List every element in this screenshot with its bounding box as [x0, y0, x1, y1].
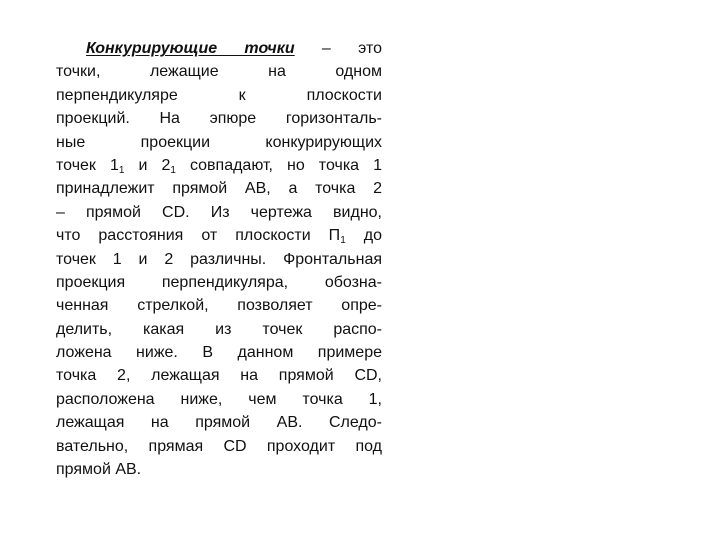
term-konkuriruyushchie-tochki: Конкурирующие точки	[86, 40, 295, 57]
paragraph-line: делить, какая из точек распо-	[56, 320, 382, 338]
paragraph-line: лежащая на прямой АВ. Следо-	[56, 414, 382, 432]
paragraph-line: – прямой CD. Из чертежа видно,	[56, 203, 382, 221]
subscript: 1	[118, 164, 125, 176]
paragraph-line: точек 1 и 2 различны. Фронтальная	[56, 250, 382, 268]
line-text: – это	[294, 40, 382, 57]
paragraph-line: проекций. На эпюре горизонталь-	[56, 110, 382, 128]
paragraph-line: принадлежит прямой АВ, а точка 2	[56, 180, 382, 198]
paragraph-line: вательно, прямая CD проходит под	[56, 437, 382, 455]
paragraph-line: расположена ниже, чем точка 1,	[56, 390, 382, 408]
subscript: 1	[170, 164, 176, 176]
definition-paragraph	[56, 37, 382, 481]
paragraph-line: перпендикуляре к плоскости	[56, 86, 382, 104]
paragraph-line: точка 2, лежащая на прямой CD,	[56, 367, 382, 385]
paragraph-line: ложена ниже. В данном примере	[56, 344, 382, 362]
line-text: что расстояния от плоскости П	[56, 227, 341, 245]
paragraph-line: прямой АВ.	[56, 461, 142, 479]
paragraph-line	[56, 224, 382, 247]
paragraph-line: точки, лежащие на одном	[56, 63, 382, 81]
paragraph-line: проекция перпендикуляра, обозна-	[56, 273, 382, 291]
subscript: 1	[340, 235, 346, 247]
line-text: и 2	[124, 156, 171, 174]
paragraph-line: ченная стрелкой, позволяет опре-	[56, 297, 382, 315]
paragraph-line	[56, 37, 382, 60]
line-text: совпадают, но точка 1	[175, 156, 383, 174]
line-text: до	[345, 227, 382, 245]
paragraph-line	[56, 154, 382, 177]
paragraph-line: ные проекции конкурирующих	[56, 133, 382, 151]
line-text: точек 1	[56, 156, 119, 174]
